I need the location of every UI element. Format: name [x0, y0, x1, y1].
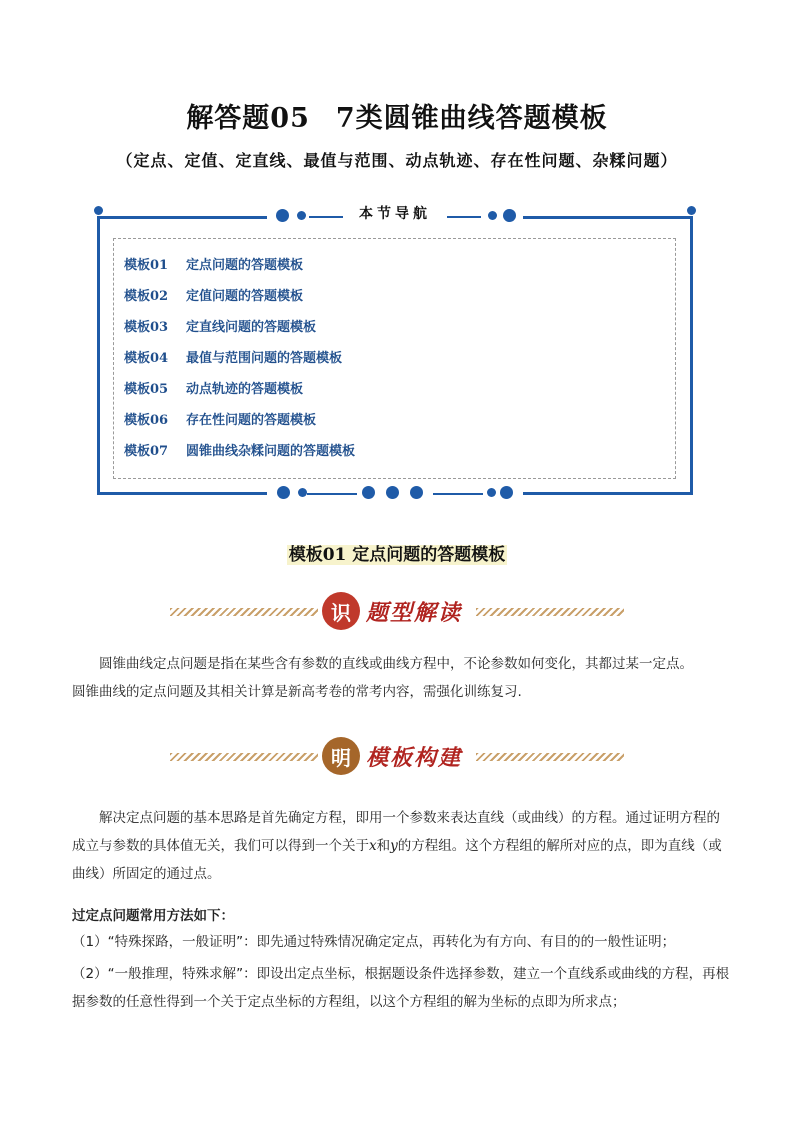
- title-main: 解答题05: [186, 103, 310, 134]
- method-item-2: （2）“一般推理，特殊求解”：即设出定点坐标，根据题设条件选择参数，建立一个直线系或曲线的方程，再根据参数的任意性得到一个关于定点坐标的方程组，以这个方程组的解为坐标的点即为所求点；: [72, 966, 730, 1010]
- decor-dot-icon: [503, 209, 516, 222]
- methods-heading: 过定点问题常用方法如下：: [72, 908, 234, 924]
- decor-dot-icon: [362, 486, 375, 499]
- decor-dot-icon: [488, 211, 497, 220]
- nav-item[interactable]: 模板06 存在性问题的答题模板: [124, 413, 317, 428]
- nav-item[interactable]: 模板05 动点轨迹的答题模板: [124, 382, 304, 397]
- banner-template-build: [170, 737, 624, 777]
- nav-item[interactable]: 模板02 定值问题的答题模板: [124, 289, 304, 304]
- paragraph-basic-idea: 解决定点问题的基本思路是首先确定方程，即用一个参数来表达直线（或曲线）的方程。通过证明方程的成立与参数的具体值无关，我们可以得到一个关于x和y的方程组。这个方程组的解所对应的点，即为直线（或曲线）所固定的通过点。: [72, 810, 722, 882]
- banner-text: 模板构建: [366, 745, 463, 771]
- title-rest: 7类圆锥曲线答题模板: [335, 103, 608, 134]
- decor-dot-icon: [500, 486, 513, 499]
- decor-dot-icon: [487, 488, 496, 497]
- intro-line-1: 圆锥曲线定点问题是指在某些含有参数的直线或曲线方程中，不论参数如何变化，其都过某一定点。: [99, 656, 693, 672]
- decor-dot-icon: [277, 486, 290, 499]
- badge-icon: 明: [322, 737, 360, 775]
- section-heading: 模板01 定点问题的答题模板: [288, 545, 506, 565]
- document-title: [0, 96, 794, 135]
- nav-item[interactable]: 模板03 定直线问题的答题模板: [124, 320, 317, 335]
- nav-item[interactable]: 模板01 定点问题的答题模板: [124, 258, 304, 273]
- decor-dot-icon: [386, 486, 399, 499]
- nav-item[interactable]: 模板07 圆锥曲线杂糅问题的答题模板: [124, 444, 356, 459]
- method-item-1: （1）“特殊探路，一般证明”：即先通过特殊情况确定定点，再转化为有方向、有目的的一般性证明；: [72, 934, 676, 950]
- decor-dot-icon: [298, 488, 307, 497]
- corner-dot-icon: [687, 206, 696, 215]
- badge-icon: 识: [322, 592, 360, 630]
- intro-line-2: 圆锥曲线的定点问题及其相关计算是新高考卷的常考内容，需强化训练复习.: [72, 684, 522, 700]
- nav-list: [124, 252, 355, 469]
- corner-dot-icon: [94, 206, 103, 215]
- document-subtitle: （定点、定值、定直线、最值与范围、动点轨迹、存在性问题、杂糅问题）: [116, 151, 678, 170]
- decor-dot-icon: [276, 209, 289, 222]
- decor-dot-icon: [297, 211, 306, 220]
- nav-heading: 本节导航: [359, 206, 431, 222]
- banner-topic-reading: [170, 592, 624, 632]
- decor-dot-icon: [410, 486, 423, 499]
- banner-text: 题型解读: [366, 600, 463, 626]
- nav-item[interactable]: 模板04 最值与范围问题的答题模板: [124, 351, 343, 366]
